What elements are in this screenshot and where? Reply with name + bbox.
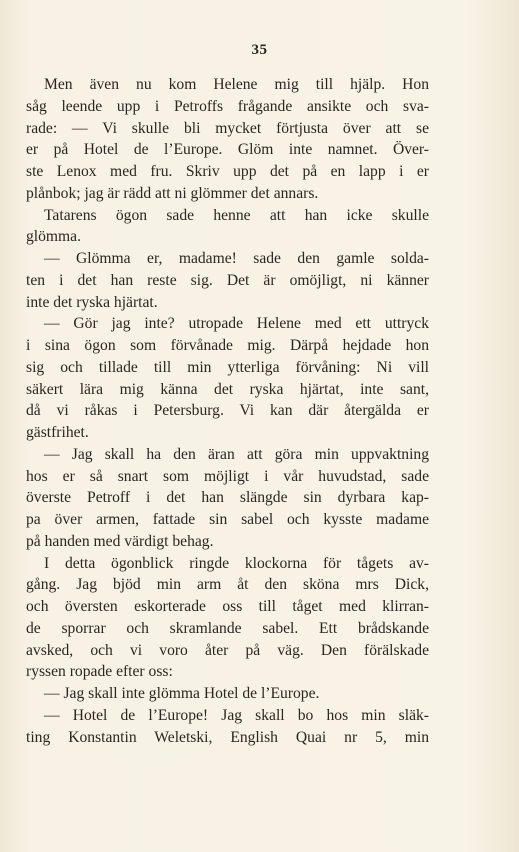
body-text (26, 74, 429, 748)
text-line: — Jag skall ha den äran att göra min uppvaktning (44, 445, 429, 463)
text-line: ryssen ropade efter oss: (26, 663, 173, 681)
text-line: de sporrar och skramlande sabel. Ett brådskande (26, 619, 429, 637)
text-line: ting Konstantin Weletski, English Quai nr 5, min (26, 728, 429, 746)
text-line: säkert lära mig känna det ryska hjärtat, inte sant, (26, 380, 429, 398)
text-line: på handen med värdigt behag. (26, 532, 214, 550)
text-line: avsked, och vi voro åter på väg. Den förälskade (26, 641, 429, 659)
text-line: — Gör jag inte? utropade Helene med ett uttryck (44, 315, 429, 333)
text-line: ste Lenox med fru. Skriv upp det på en lapp i er (26, 163, 429, 180)
text-line: såg leende upp i Petroffs frågande ansikte och sva- (26, 97, 429, 115)
text-line: sig och tillade till min ytterliga förvåning: Ni vill (26, 358, 429, 376)
text-line: — Glömma er, madame! sade den gamle solda- (44, 250, 429, 267)
text-line: då vi råkas i Petersburg. Vi kan där återgälda er (26, 402, 429, 420)
text-line: i sina ögon som förvånade mig. Därpå hejdade hon (26, 337, 429, 354)
text-line: inte det ryska hjärtat. (26, 293, 158, 311)
text-line: I detta ögonblick ringde klockorna för tågets av- (44, 554, 429, 572)
text-line: — Hotel de l’Europe! Jag skall bo hos min släk- (44, 706, 429, 724)
text-line: gång. Jag bjöd min arm åt den sköna mrs Dick, (26, 576, 429, 594)
text-line: och översten eskorterade oss till tåget med klirran- (26, 598, 429, 615)
text-line: överste Petroff i det han slängde sin dyrbara kap- (26, 489, 429, 507)
text-line: ten i det han reste sig. Det är omöjligt, ni känner (26, 271, 429, 289)
text-line: plånbok; jag är rädd att ni glömmer det annars. (26, 184, 319, 202)
page-number: 35 (251, 42, 268, 58)
text-line: er på Hotel de l’Europe. Glöm inte namnet. Över- (26, 141, 429, 159)
text-line: Men även nu kom Helene mig till hjälp. Hon (44, 76, 429, 93)
text-line: hos er så snart som möjligt i vår huvudstad, sade (26, 467, 429, 485)
text-line: rade: — Vi skulle bli mycket förtjusta över att se (26, 119, 429, 137)
text-line: Tatarens ögon sade henne att han icke skulle (44, 206, 429, 224)
text-line: — Jag skall inte glömma Hotel de l’Europe. (44, 685, 320, 702)
text-line: pa över armen, fattade sin sabel och kysste madame (26, 511, 429, 528)
text-line: glömma. (26, 228, 82, 246)
text-line: gästfrihet. (26, 424, 89, 441)
